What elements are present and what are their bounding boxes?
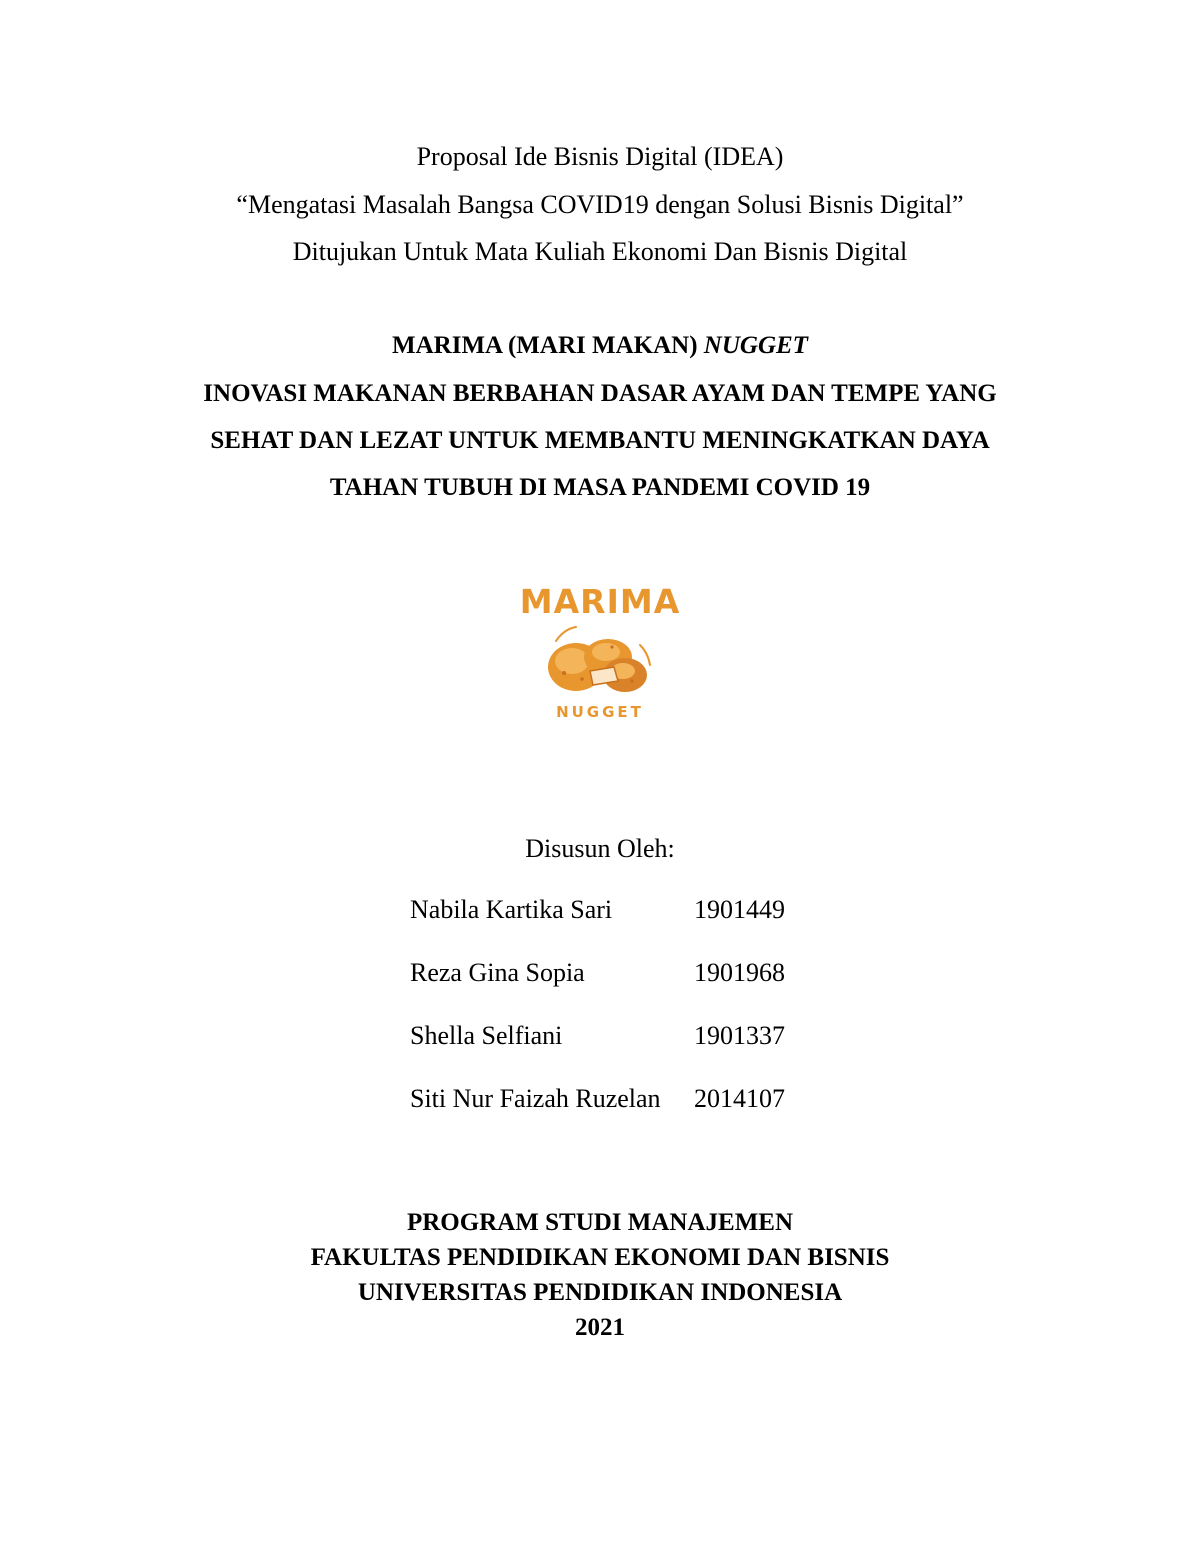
logo-wordmark: MARIMA (519, 582, 681, 621)
author-nim: 1901337 (694, 1021, 785, 1050)
author-name: Nabila Kartika Sari (410, 895, 613, 924)
product-title-prefix: MARIMA (MARI MAKAN) (392, 332, 704, 359)
author-name: Shella Selfiani (410, 1021, 563, 1050)
faculty: FAKULTAS PENDIDIKAN EKONOMI DAN BISNIS (310, 1244, 890, 1271)
nugget-illustration-icon (548, 627, 650, 692)
university: UNIVERSITAS PENDIDIKAN INDONESIA (357, 1279, 843, 1306)
author-name: Siti Nur Faizah Ruzelan (410, 1084, 661, 1113)
subtitle-line-1: INOVASI MAKANAN BERBAHAN DASAR AYAM DAN TEMPE YANG (203, 380, 997, 407)
author-name: Reza Gina Sopia (410, 958, 585, 987)
author-nim: 1901968 (694, 958, 785, 987)
course-dedication: Ditujukan Untuk Mata Kuliah Ekonomi Dan Bisnis Digital (292, 237, 908, 266)
year: 2021 (575, 1314, 625, 1341)
author-nim: 2014107 (694, 1084, 785, 1113)
product-title (0, 332, 1200, 360)
product-title-italic: NUGGET (703, 332, 808, 359)
marima-nugget-logo (519, 575, 681, 725)
authors-label: Disusun Oleh: (525, 834, 675, 863)
author-nim: 1901449 (694, 895, 785, 924)
subtitle-line-2: SEHAT DAN LEZAT UNTUK MEMBANTU MENINGKATKAN DAYA (210, 427, 990, 454)
subtitle-line-3: TAHAN TUBUH DI MASA PANDEMI COVID 19 (329, 474, 871, 501)
proposal-heading: Proposal Ide Bisnis Digital (IDEA) (416, 142, 784, 171)
study-program: PROGRAM STUDI MANAJEMEN (406, 1209, 794, 1236)
proposal-theme: “Mengatasi Masalah Bangsa COVID19 dengan Solusi Bisnis Digital” (236, 190, 964, 219)
logo-tagline: NUGGET (556, 703, 644, 721)
